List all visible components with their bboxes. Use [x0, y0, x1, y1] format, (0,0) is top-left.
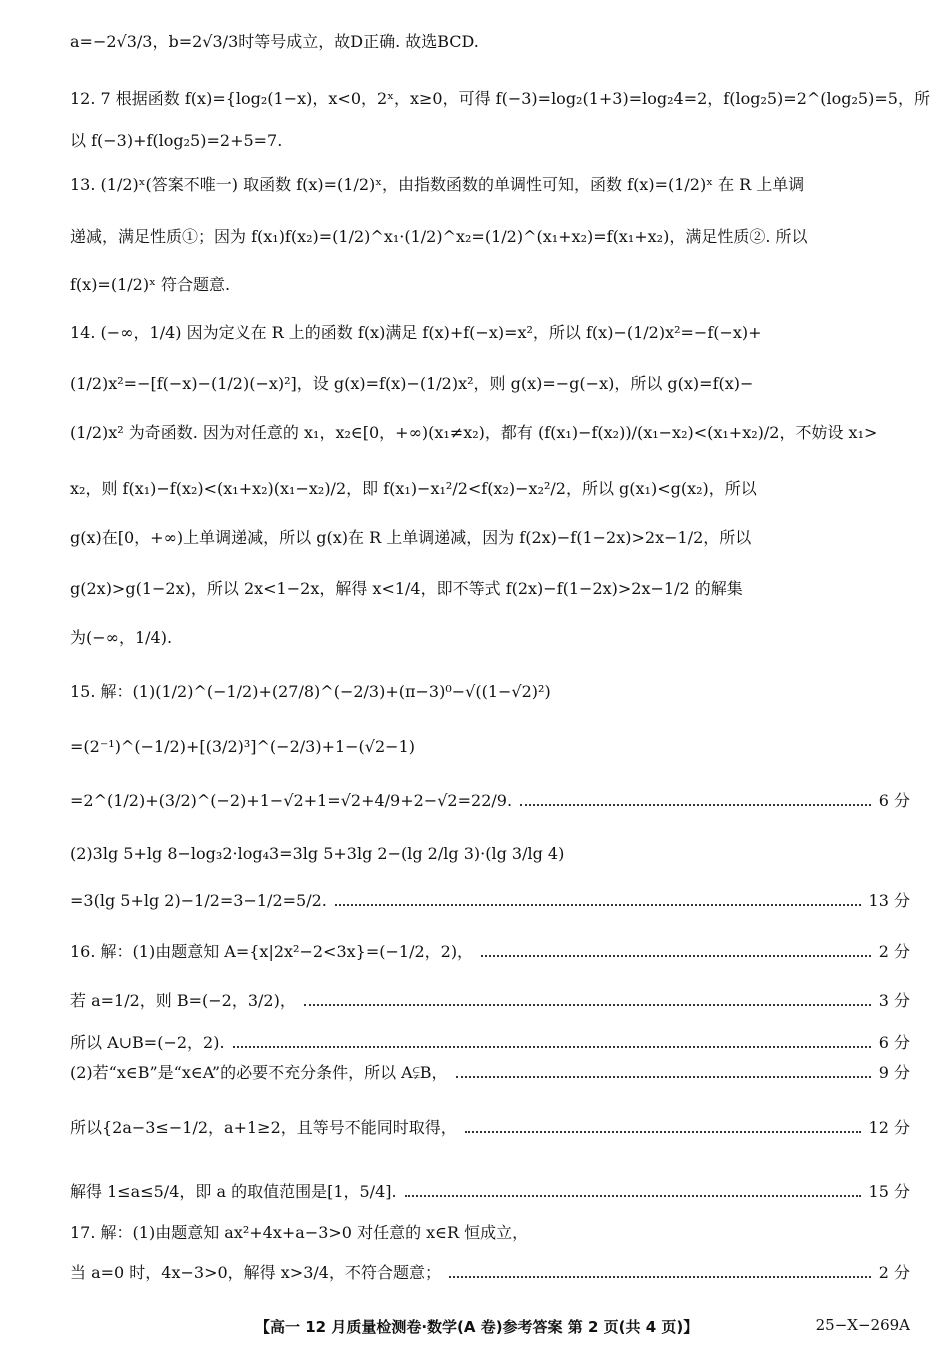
text-line: 17. 解：(1)由题意知 ax²+4x+a−3>0 对任意的 x∈R 恒成立， [70, 1223, 529, 1242]
dot-leader [233, 1046, 871, 1048]
text-line: f(x)=(1/2)ˣ 符合题意. [70, 275, 231, 294]
scored-text: 若 a=1/2，则 B=(−2，3/2)， [70, 991, 296, 1010]
score-label: 12 分 [868, 1118, 910, 1137]
dot-leader [481, 955, 871, 957]
scored-line [70, 941, 910, 963]
scored-line [70, 990, 910, 1012]
scored-text: 当 a=0 时，4x−3>0，解得 x>3/4，不符合题意； [70, 1263, 441, 1282]
scored-text: 解得 1≤a≤5/4，即 a 的取值范围是[1，5/4]. [70, 1182, 397, 1201]
scored-text: 所以 A∪B=(−2，2). [70, 1033, 225, 1052]
scored-text: =3(lg 5+lg 2)−1/2=3−1/2=5/2. [70, 891, 327, 910]
text-line: 13. (1/2)ˣ(答案不唯一) 取函数 f(x)=(1/2)ˣ，由指数函数的单调性可知，函数 f(x)=(1/2)ˣ 在 R 上单调 [70, 175, 805, 194]
scored-line [70, 1032, 910, 1054]
text-line: x₂，则 f(x₁)−f(x₂)<(x₁+x₂)(x₁−x₂)/2，即 f(x₁)−x₁²/2<f(x₂)−x₂²/2，所以 g(x₁)<g(x₂)，所以 [70, 479, 757, 498]
scored-text: (2)若“x∈B”是“x∈A”的必要不充分条件，所以 A⫋B， [70, 1063, 448, 1082]
scored-text: 16. 解：(1)由题意知 A={x|2x²−2<3x}=(−1/2，2)， [70, 942, 474, 961]
scored-line [70, 1181, 910, 1203]
text-line: (1/2)x²=−[f(−x)−(1/2)(−x)²]，设 g(x)=f(x)−(1/2)x²，则 g(x)=−g(−x)，所以 g(x)=f(x)− [70, 374, 754, 393]
text-line: g(x)在[0，+∞)上单调递减，所以 g(x)在 R 上单调递减，因为 f(2x)−f(1−2x)>2x−1/2，所以 [70, 528, 752, 547]
footer-title: 【高一 12 月质量检测卷·数学(A 卷)参考答案 第 2 页(共 4 页)】 [255, 1318, 699, 1336]
scored-text: =2^(1/2)+(3/2)^(−2)+1−√2+1=√2+4/9+2−√2=22/9. [70, 791, 513, 810]
text-line: (1/2)x² 为奇函数. 因为对任意的 x₁，x₂∈[0，+∞)(x₁≠x₂)，都有 (f(x₁)−f(x₂))/(x₁−x₂)<(x₁+x₂)/2，不妨设 x₁> [70, 423, 878, 442]
score-label: 13 分 [868, 891, 910, 910]
text-line: 12. 7 根据函数 f(x)={log₂(1−x)，x<0，2ˣ，x≥0，可得 f(−3)=log₂(1+3)=log₂4=2，f(log₂5)=2^(log₂5)=5，所 [70, 89, 930, 108]
scored-line [70, 1262, 910, 1284]
text-line: 以 f(−3)+f(log₂5)=2+5=7. [70, 131, 283, 150]
score-label: 6 分 [878, 1033, 910, 1052]
score-label: 3 分 [878, 991, 910, 1010]
dot-leader [465, 1131, 861, 1133]
text-line: 为(−∞，1/4). [70, 628, 173, 647]
dot-leader [335, 904, 861, 906]
scored-line [70, 1117, 910, 1139]
score-label: 6 分 [878, 791, 910, 810]
scored-text: 所以{2a−3≤−1/2，a+1≥2，且等号不能同时取得， [70, 1118, 457, 1137]
score-label: 9 分 [878, 1063, 910, 1082]
text-line: =(2⁻¹)^(−1/2)+[(3/2)³]^(−2/3)+1−(√2−1) [70, 737, 415, 756]
dot-leader [449, 1276, 871, 1278]
scored-line [70, 1062, 910, 1084]
scored-line [70, 790, 910, 812]
text-line: 15. 解：(1)(1/2)^(−1/2)+(27/8)^(−2/3)+(π−3)⁰−√((1−√2)²) [70, 682, 551, 701]
dot-leader [520, 804, 871, 806]
score-label: 15 分 [868, 1182, 910, 1201]
text-line: 递减，满足性质①；因为 f(x₁)f(x₂)=(1/2)^x₁·(1/2)^x₂=(1/2)^(x₁+x₂)=f(x₁+x₂)，满足性质②. 所以 [70, 227, 808, 246]
text-line: (2)3lg 5+lg 8−log₃2·log₄3=3lg 5+3lg 2−(lg 2/lg 3)·(lg 3/lg 4) [70, 844, 565, 863]
scored-line [70, 890, 910, 912]
score-label: 2 分 [878, 942, 910, 961]
dot-leader [405, 1195, 861, 1197]
dot-leader [304, 1004, 871, 1006]
score-label: 2 分 [878, 1263, 910, 1282]
footer-code: 25−X−269A [815, 1316, 910, 1334]
dot-leader [456, 1076, 871, 1078]
text-line: a=−2√3/3，b=2√3/3时等号成立，故D正确. 故选BCD. [70, 32, 479, 51]
text-line: 14. (−∞，1/4) 因为定义在 R 上的函数 f(x)满足 f(x)+f(−x)=x²，所以 f(x)−(1/2)x²=−f(−x)+ [70, 323, 762, 342]
text-line: g(2x)>g(1−2x)，所以 2x<1−2x，解得 x<1/4，即不等式 f(2x)−f(1−2x)>2x−1/2 的解集 [70, 579, 743, 598]
